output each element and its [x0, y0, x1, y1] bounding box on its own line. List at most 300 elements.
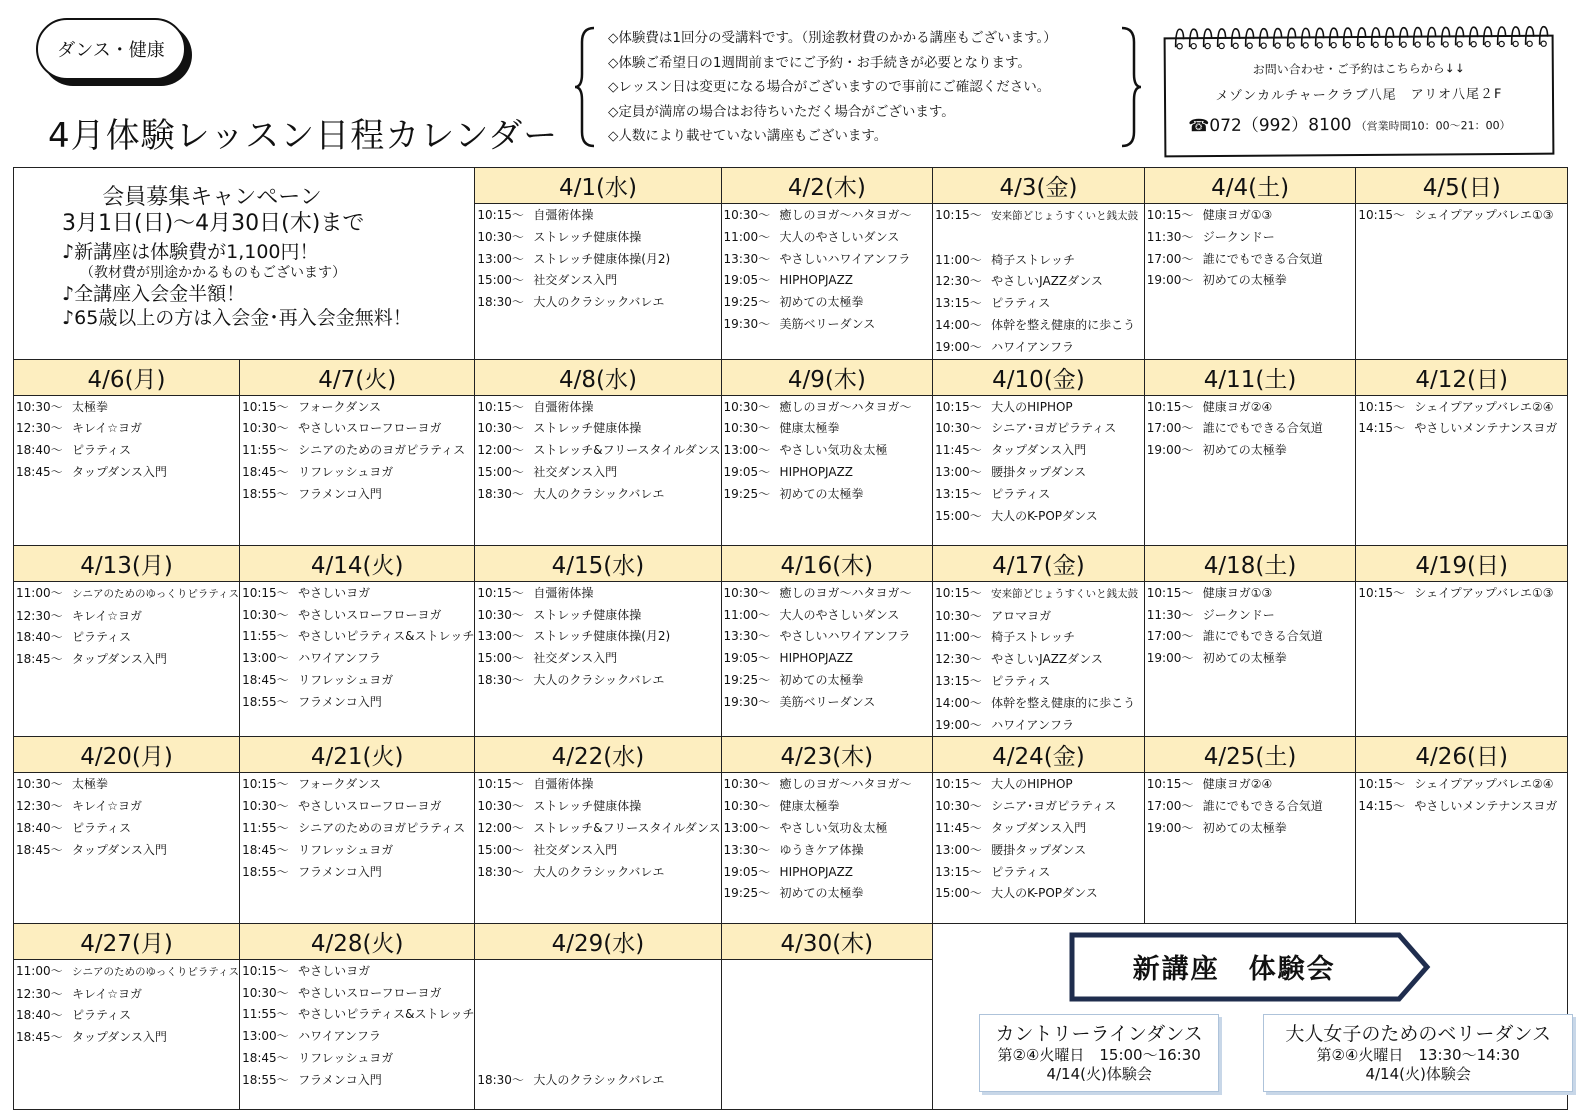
lesson-name: フラメンコ入門: [298, 694, 382, 709]
lesson-time: 10:15～: [1146, 208, 1194, 222]
lesson-name: HIPHOPJAZZ: [779, 464, 854, 479]
note-item: ◇体験費は1回分の受講料です。（別途教材費のかかる講座もございます。）: [608, 30, 1057, 46]
lesson-name: 初めての太極拳: [1202, 821, 1287, 836]
lesson-name: シェイプアップバレエ②④: [1414, 777, 1554, 792]
lesson-time: 13:15～: [935, 674, 982, 689]
lesson-item: [240, 626, 474, 648]
lesson-list: [14, 396, 239, 484]
lesson-item: [14, 774, 239, 796]
lesson-item: [1356, 418, 1567, 440]
lesson-item: [14, 961, 239, 984]
day-cell: [475, 168, 721, 360]
lesson-time: 11:55～: [242, 821, 289, 836]
lesson-item: [722, 840, 933, 862]
lesson-name: リフレッシュヨガ: [298, 1050, 394, 1065]
lesson-time: 10:15～: [242, 963, 289, 978]
day-header: 4/28(火): [240, 924, 474, 960]
lesson-name: 健康ヨガ②④: [1202, 399, 1273, 414]
lesson-time: 10:30～: [16, 777, 63, 792]
lesson-time: 18:45～: [16, 464, 63, 479]
lesson-name: 健康ヨガ①③: [1202, 585, 1273, 600]
lesson-time: 10:30～: [242, 421, 289, 436]
lesson-item: [722, 692, 933, 714]
note-item: ◇体験ご希望日の1週間前までにご予約・お手続きが必要となります。: [608, 54, 1031, 71]
lesson-name: シニアのためのヨガピラティス: [298, 821, 466, 836]
lesson-list: [1356, 773, 1567, 818]
lesson-item: [14, 606, 239, 628]
lesson-item: [1145, 205, 1356, 227]
lesson-item: [240, 961, 474, 983]
lesson-time: 12:30～: [16, 986, 63, 1001]
lesson-item: [933, 506, 1144, 528]
lesson-name: ゆうきケア体操: [779, 842, 864, 857]
day-cell: [1145, 737, 1357, 923]
lesson-time: 18:55～: [242, 1072, 289, 1087]
notes-block: [574, 26, 1142, 148]
lesson-time: 12:30～: [935, 652, 982, 667]
lesson-item: [14, 818, 239, 840]
lesson-item: [475, 670, 720, 692]
day-cell: [1356, 360, 1568, 546]
lesson-time: 13:00～: [242, 651, 289, 666]
lesson-list: [933, 773, 1144, 905]
lesson-name: 体幹を整え健康的に歩こう: [991, 695, 1136, 710]
lesson-name: ストレッチ健康体操: [533, 229, 642, 244]
lesson-item: [722, 883, 933, 905]
lesson-time: 10:15～: [1146, 777, 1194, 792]
lesson-time: 15:00～: [477, 464, 524, 479]
lesson-name: リフレッシュヨガ: [298, 673, 394, 688]
lesson-name: シェイプアップバレエ①③: [1414, 585, 1554, 600]
lesson-item: [475, 270, 720, 292]
lesson-list: [240, 960, 474, 1092]
course-trial-date: 4/14(火)体験会: [1365, 1064, 1471, 1083]
lesson-time: 10:30～: [723, 421, 771, 436]
lesson-item: [933, 671, 1144, 693]
lesson-time: 19:00～: [1146, 443, 1194, 458]
lesson-time: 13:30～: [723, 629, 771, 644]
lesson-time: 18:30～: [477, 864, 524, 879]
lesson-time: 10:30～: [16, 399, 63, 414]
day-header: 4/12(日): [1356, 360, 1567, 396]
lesson-time: 18:45～: [16, 1030, 63, 1045]
lesson-item: [14, 462, 239, 484]
lesson-name: 大人のクラシックバレエ: [533, 673, 665, 688]
day-cell: [240, 546, 475, 738]
lesson-name: やさしいハワイアンフラ: [779, 629, 911, 644]
lesson-time: 15:00～: [477, 842, 524, 857]
lesson-item: [722, 648, 933, 670]
lesson-item: [475, 626, 720, 648]
lesson-time: 10:15～: [477, 777, 524, 792]
lesson-name: 健康太極拳: [779, 421, 840, 436]
lesson-time: 10:15～: [1358, 208, 1405, 222]
campaign-period: 3月1日(日)～4月30日(木)まで: [62, 211, 365, 236]
lesson-name: 太極拳: [72, 777, 109, 792]
lesson-name: やさしいヨガ: [298, 963, 371, 978]
lesson-name: 大人のHIPHOP: [991, 399, 1073, 414]
lesson-item: [1145, 249, 1356, 271]
day-cell: [933, 360, 1145, 546]
lesson-name: やさしいスローフローヨガ: [298, 421, 442, 436]
lesson-item: [933, 337, 1144, 359]
lesson-time: 10:15～: [242, 585, 289, 600]
lesson-name: シニアのためのゆっくりピラティス: [72, 587, 240, 600]
lesson-item: [722, 583, 933, 605]
campaign-item: ♪65歳以上の方は入会金･再入会金無料！: [62, 307, 412, 329]
lesson-list: [1356, 396, 1567, 441]
day-header: 4/15(水): [475, 546, 720, 582]
course-schedule: 第②④火曜日 13:30～14:30: [1316, 1045, 1520, 1064]
right-brace-icon: [1120, 26, 1142, 148]
day-header: 4/27(月): [14, 924, 239, 960]
lesson-time: 10:30～: [723, 777, 771, 792]
day-cell: [722, 546, 934, 738]
lesson-item: [933, 693, 1144, 715]
lesson-time: 12:30～: [16, 799, 63, 814]
lesson-item: [1145, 605, 1356, 627]
lesson-item: [722, 774, 933, 796]
lesson-time: 13:00～: [935, 464, 982, 479]
lesson-name: ストレッチ健康体操(月2): [533, 251, 671, 266]
lesson-time: 12:30～: [16, 421, 63, 436]
lesson-name: 美筋ベリーダンス: [779, 316, 876, 331]
lesson-time: 15:00～: [477, 273, 524, 288]
lesson-item: [475, 227, 720, 249]
day-cell: [1145, 546, 1357, 738]
lesson-time: 19:00～: [935, 339, 982, 354]
lesson-name: ピラティス: [991, 296, 1051, 311]
lesson-name: ストレッチ健康体操(月2): [533, 629, 671, 644]
lesson-time: 10:15～: [242, 777, 289, 792]
lesson-time: 18:40～: [16, 630, 63, 645]
campaign-item: ♪新講座は体験費が1,100円！: [62, 241, 319, 263]
lesson-name: 癒しのヨガ～ハタヨガ～: [779, 208, 912, 222]
lesson-name: 健康ヨガ①③: [1202, 208, 1273, 222]
lesson-name: ハワイアンフラ: [298, 1029, 381, 1044]
lesson-item: [933, 606, 1144, 628]
lesson-item: [1356, 205, 1567, 227]
lesson-time: 18:55～: [242, 864, 289, 879]
lesson-item: [722, 440, 933, 462]
lesson-name: 安来節どじょうすくいと銭太鼓: [991, 210, 1139, 222]
lesson-item: [722, 462, 933, 484]
lesson-item: [933, 649, 1144, 671]
lesson-item: [475, 648, 720, 670]
day-header: 4/14(火): [240, 546, 474, 582]
lesson-name: 腰掛タップダンス: [991, 464, 1087, 479]
day-header: 4/6(月): [14, 360, 239, 396]
lesson-list: [475, 204, 720, 314]
lesson-calendar: [13, 167, 1568, 1110]
lesson-name: 癒しのヨガ～ハタヨガ～: [779, 585, 912, 600]
day-header: 4/2(木): [722, 168, 933, 204]
lesson-item: [1356, 583, 1567, 605]
lesson-item: [933, 418, 1144, 440]
lesson-name: シニアのためのゆっくりピラティス: [72, 965, 240, 978]
lesson-time: 18:40～: [16, 443, 63, 458]
lesson-item: [933, 583, 1144, 606]
lesson-name: 大人のクラシックバレエ: [533, 864, 665, 879]
day-header: 4/19(日): [1356, 546, 1567, 582]
lesson-time: 11:00～: [723, 607, 771, 622]
lesson-name: アロマヨガ: [991, 608, 1052, 623]
category-label: ダンス・健康: [57, 40, 165, 61]
lesson-list: [722, 773, 933, 905]
lesson-name: 健康ヨガ②④: [1202, 777, 1273, 792]
lesson-name: タップダンス入門: [72, 1030, 167, 1045]
lesson-time: 11:55～: [242, 443, 289, 458]
lesson-item: [14, 1027, 239, 1049]
lesson-time: 10:15～: [477, 399, 524, 414]
lesson-item: [240, 692, 474, 714]
lesson-name: 大人のK-POPダンス: [991, 508, 1098, 523]
lesson-item: [475, 462, 720, 484]
lesson-item: [240, 418, 474, 440]
lesson-name: 初めての太極拳: [1202, 443, 1287, 458]
lesson-time: 10:30～: [242, 985, 289, 1000]
lesson-time: 11:30～: [1146, 607, 1194, 622]
day-cell: [475, 924, 721, 1110]
lesson-time: 10:30～: [242, 607, 289, 622]
lesson-time: 13:15～: [935, 864, 982, 879]
lesson-list: [475, 773, 720, 883]
lesson-item: [1356, 397, 1567, 419]
lesson-item: [1356, 774, 1567, 796]
day-header: 4/9(木): [722, 360, 933, 396]
lesson-time: 10:30～: [723, 799, 771, 814]
lesson-name: フォークダンス: [298, 777, 381, 792]
lesson-name: タップダンス入門: [72, 842, 167, 857]
lesson-list: [933, 582, 1144, 737]
lesson-time: 13:00～: [477, 629, 524, 644]
lesson-item: [475, 292, 720, 314]
lesson-time: 12:30～: [16, 608, 63, 623]
lesson-name: シェイプアップバレエ①③: [1414, 208, 1554, 222]
lesson-time: 13:00～: [935, 842, 982, 857]
day-header: 4/4(土): [1145, 168, 1356, 204]
lesson-time: 15:00～: [935, 508, 982, 523]
lesson-name: やさしいスローフローヨガ: [298, 607, 442, 622]
lesson-item: [933, 715, 1144, 737]
lesson-spacer: [475, 983, 720, 1005]
day-cell: [722, 168, 934, 360]
lesson-name: やさしいJAZZダンス: [991, 274, 1103, 289]
lesson-list: [14, 773, 239, 861]
day-cell: [475, 546, 721, 738]
lesson-name: キレイ☆ヨガ: [72, 986, 143, 1001]
lesson-item: [475, 796, 720, 818]
day-header: 4/30(木): [722, 924, 933, 960]
day-cell: [1356, 546, 1568, 738]
lesson-item: [1145, 626, 1356, 648]
lesson-item: [14, 583, 239, 606]
lesson-item: [475, 397, 720, 419]
lesson-name: フラメンコ入門: [298, 1072, 382, 1087]
lesson-time: 14:15～: [1358, 799, 1405, 814]
lesson-time: 18:30～: [477, 673, 524, 688]
lesson-item: [722, 397, 933, 419]
lesson-time: 11:00～: [723, 229, 771, 244]
lesson-time: 14:00～: [935, 317, 982, 332]
lesson-time: 18:45～: [242, 673, 289, 688]
lesson-name: 社交ダンス入門: [533, 842, 618, 857]
lesson-time: 11:45～: [935, 443, 982, 458]
page-title: 4月体験レッスン日程カレンダー: [48, 116, 559, 156]
lesson-time: 10:30～: [723, 399, 771, 414]
lesson-name: フラメンコ入門: [298, 864, 382, 879]
lesson-item: [1145, 648, 1356, 670]
day-cell: [722, 360, 934, 546]
lesson-time: 15:00～: [935, 886, 982, 901]
lesson-name: 社交ダンス入門: [533, 651, 618, 666]
lesson-item: [475, 774, 720, 796]
contact-venue: メゾンカルチャークラブ八尾 アリオ八尾２F: [1215, 86, 1503, 105]
lesson-name: キレイ☆ヨガ: [72, 421, 143, 436]
day-header: 4/26(日): [1356, 737, 1567, 773]
lesson-item: [475, 418, 720, 440]
lesson-time: 13:15～: [935, 486, 982, 501]
campaign-title: 会員募集キャンペーン: [102, 185, 322, 210]
lesson-item: [722, 626, 933, 648]
lesson-list: [722, 582, 933, 714]
lesson-name: 椅子ストレッチ: [991, 252, 1076, 267]
day-header: 4/22(水): [475, 737, 720, 773]
lesson-time: 11:55～: [242, 1007, 289, 1022]
lesson-name: やさしいJAZZダンス: [991, 652, 1103, 667]
lesson-time: 10:30～: [477, 229, 524, 244]
lesson-item: [1356, 796, 1567, 818]
lesson-name: 大人のやさしいダンス: [779, 229, 900, 244]
lesson-time: 10:15～: [1358, 777, 1405, 792]
lesson-item: [1145, 227, 1356, 249]
lesson-time: 14:00～: [935, 695, 982, 710]
day-header: 4/7(火): [240, 360, 474, 396]
lesson-name: 美筋ベリーダンス: [779, 694, 876, 709]
lesson-time: 17:00～: [1146, 799, 1194, 814]
lesson-time: 14:15～: [1358, 421, 1405, 436]
lesson-time: 10:15～: [1358, 399, 1405, 414]
lesson-name: 誰にでもできる合気道: [1202, 251, 1323, 266]
lesson-item: [722, 292, 933, 314]
day-cell: [240, 924, 475, 1110]
lesson-item: [475, 605, 720, 627]
course-card: [979, 1014, 1219, 1092]
lesson-list: [722, 204, 933, 336]
lesson-time: 10:15～: [935, 208, 982, 222]
course-name: 大人女子のためのベリーダンス: [1285, 1022, 1551, 1045]
lesson-list: [1145, 396, 1356, 462]
lesson-name: HIPHOPJAZZ: [779, 273, 854, 288]
lesson-item: [240, 462, 474, 484]
course-schedule: 第②④火曜日 15:00～16:30: [997, 1045, 1201, 1064]
lesson-time: 10:15～: [1146, 399, 1194, 414]
lesson-time: 19:30～: [723, 316, 771, 331]
lesson-item: [475, 583, 720, 605]
lesson-item: [475, 484, 720, 506]
lesson-item: [14, 840, 239, 862]
lesson-name: 初めての太極拳: [779, 486, 864, 501]
lesson-item: [1145, 774, 1356, 796]
lesson-time: 18:55～: [242, 486, 289, 501]
day-header: 4/25(土): [1145, 737, 1356, 773]
lesson-item: [240, 818, 474, 840]
lesson-name: ピラティス: [991, 486, 1051, 501]
lesson-name: タップダンス入門: [72, 464, 167, 479]
campaign-panel: [14, 168, 475, 360]
lesson-name: シニアのためのヨガピラティス: [298, 443, 466, 458]
lesson-spacer: [475, 1026, 720, 1048]
lesson-time: 19:25～: [723, 886, 771, 901]
lesson-name: ピラティス: [72, 443, 132, 458]
lesson-name: フォークダンス: [298, 399, 381, 414]
lesson-name: やさしいスローフローヨガ: [298, 799, 442, 814]
lesson-time: 19:00～: [935, 717, 982, 732]
day-cell: [14, 546, 240, 738]
lesson-time: 10:15～: [242, 399, 289, 414]
notebook-rings-icon: [1172, 23, 1552, 52]
lesson-time: 10:15～: [1146, 585, 1194, 600]
day-header: 4/29(水): [475, 924, 720, 960]
lesson-time: 12:00～: [477, 821, 524, 836]
note-item: ◇レッスン日は変更になる場合がございますので事前にご確認ください。: [608, 79, 1051, 95]
day-header: 4/24(金): [933, 737, 1144, 773]
lesson-time: 13:30～: [723, 842, 771, 857]
lesson-item: [722, 862, 933, 884]
lesson-item: [933, 315, 1144, 337]
lesson-time: 17:00～: [1146, 421, 1194, 436]
lesson-name: 大人のクラシックバレエ: [533, 1072, 665, 1087]
lesson-name: タップダンス入門: [991, 443, 1087, 458]
lesson-list: [240, 773, 474, 883]
lesson-time: 19:05～: [723, 651, 771, 666]
day-cell: [240, 737, 475, 923]
lesson-time: 10:30～: [935, 799, 982, 814]
day-header: 4/18(土): [1145, 546, 1356, 582]
lesson-name: やさしいハワイアンフラ: [779, 251, 911, 266]
lesson-list: [240, 396, 474, 506]
lesson-item: [240, 983, 474, 1005]
lesson-name: フラメンコ入門: [298, 486, 382, 501]
lesson-item: [240, 796, 474, 818]
lesson-item: [933, 440, 1144, 462]
contact-phone: [1188, 109, 1511, 136]
lesson-time: 18:45～: [16, 842, 63, 857]
lesson-name: 腰掛タップダンス: [991, 842, 1087, 857]
lesson-spacer: [475, 1048, 720, 1070]
lesson-name: 自彊術体操: [533, 399, 594, 414]
lesson-item: [240, 583, 474, 605]
lesson-name: 体幹を整え健康的に歩こう: [991, 317, 1136, 332]
lesson-name: 初めての太極拳: [779, 886, 864, 901]
lesson-item: [14, 796, 239, 818]
lesson-name: 初めての太極拳: [1202, 273, 1287, 288]
lesson-time: 10:15～: [1358, 585, 1405, 600]
day-cell: [933, 546, 1145, 738]
lesson-time: 11:45～: [935, 821, 982, 836]
left-brace-icon: [574, 26, 596, 148]
lesson-list: [933, 204, 1144, 359]
lesson-item: [722, 227, 933, 249]
lesson-time: 18:30～: [477, 295, 524, 310]
lesson-item: [240, 774, 474, 796]
lesson-list: [1356, 582, 1567, 605]
day-cell: [1145, 360, 1357, 546]
lesson-item: [933, 627, 1144, 649]
day-header: 4/10(金): [933, 360, 1144, 396]
lesson-name: やさしいピラティス&ストレッチ: [298, 1007, 475, 1022]
day-cell: [722, 737, 934, 923]
